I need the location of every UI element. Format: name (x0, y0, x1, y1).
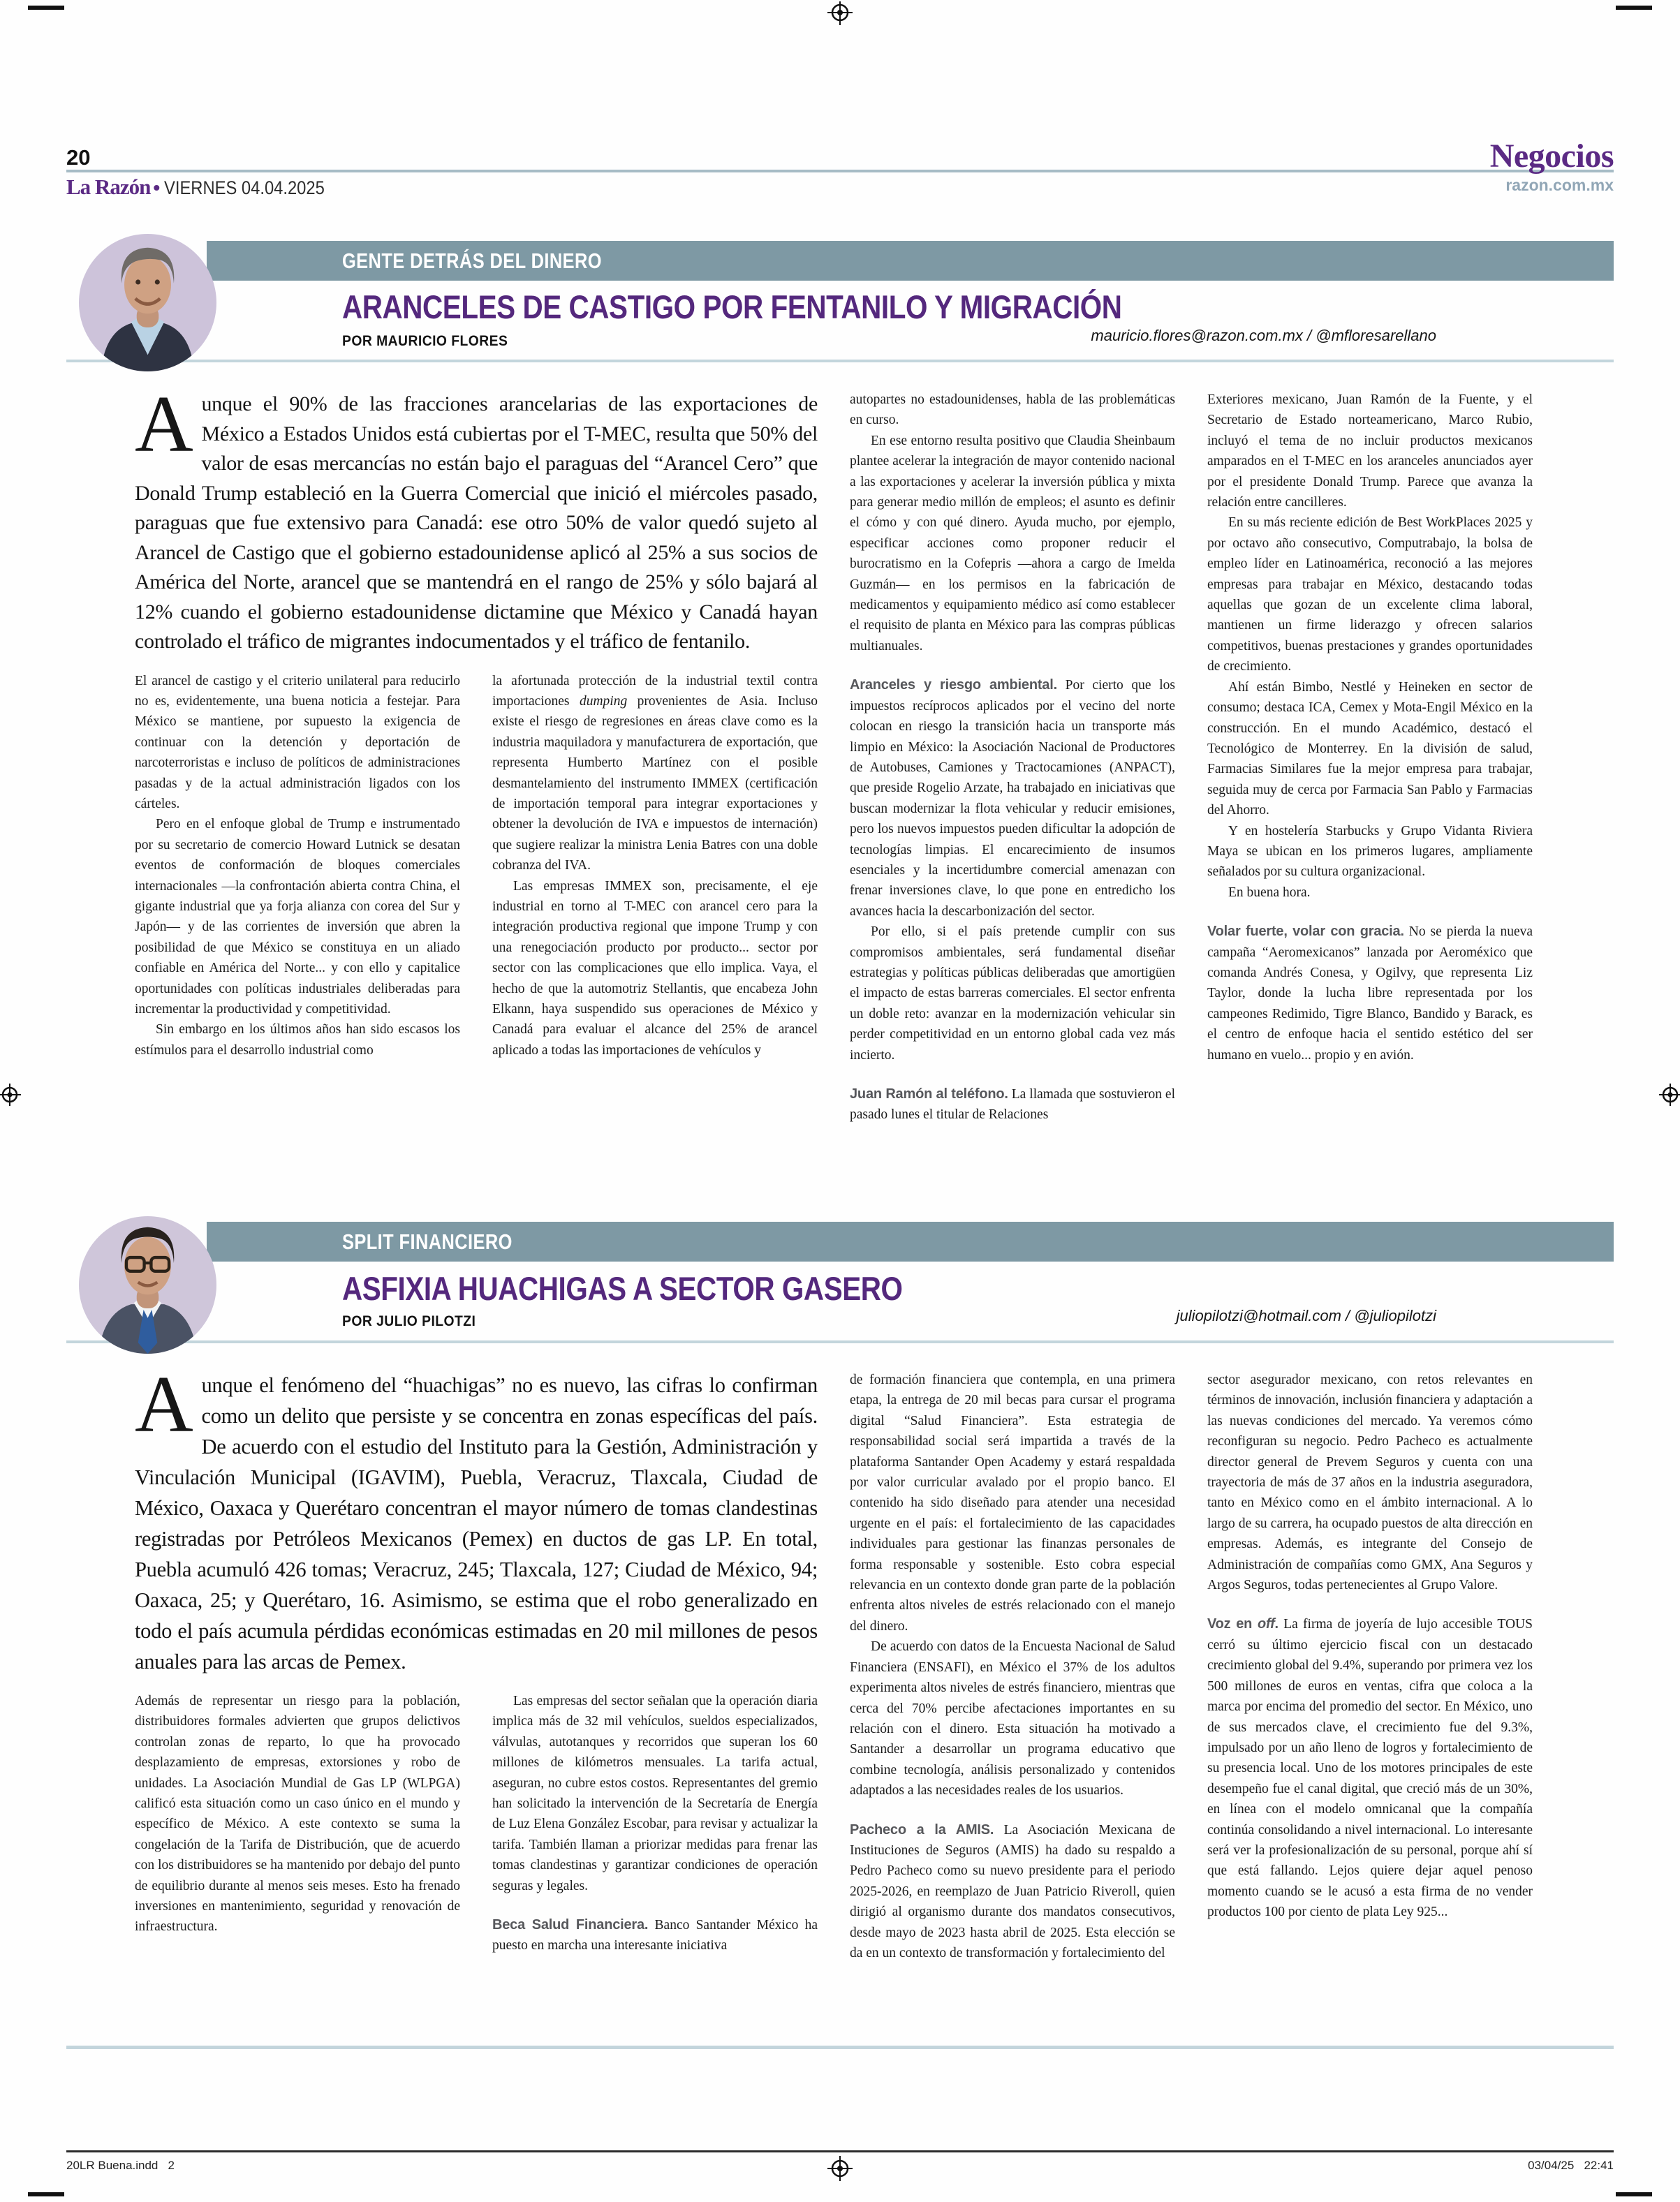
article1-dropcap: A (135, 390, 193, 469)
article1-header-rule (66, 360, 1614, 362)
paragraph: la afortunada protección de la industrial textil contra importaciones dumping provenientes de Asia. Incluso existe el riesgo de regresiones en áreas clave como es la industria maquiladora y manufacturera de exportación, que representa Humberto Martínez con el posible desmantelamiento del instrumento IMMEX (certificación de importación temporal para integrar exportaciones y obtener la devolución de IVA e impuestos de internación) que sugiere realizar la ministra Lenia Batres con una doble cobranza del IVA. (492, 673, 818, 873)
subhead-label: Volar fuerte, volar con gracia. (1207, 924, 1404, 940)
section-title: Negocios (1489, 138, 1614, 175)
footer-rule (66, 2150, 1614, 2152)
article2-dropcap: A (135, 1370, 193, 1449)
article2-lede-text: unque el fenómeno del “huachigas” no es nuevo, las cifras lo confirman como un delito que persiste y se concentra en zonas específicas del país. De acuerdo con el estudio del Instituto para la Gestión, Administración y Vinculación Municipal (IGAVIM), Puebla, Veracruz, Tlaxcala, Ciudad de México, Oaxaca y Querétaro concentran el mayor número de tomas clandestinas registradas por Petróleos Mexicanos (Pemex) en ductos de gas LP. En total, Puebla acumuló 426 tomas; Veracruz, 245; Tlaxcala, 127; Ciudad de México, 94; Oaxaca, 25; y Querétaro, 16. Asimismo, se estima que el robo generalizado en todo el país acumula pérdidas económicas estimadas en 20 mil millones de pesos anuales para las arcas de Pemex. (135, 1373, 818, 1673)
paragraph: Las empresas del sector señalan que la operación diaria implica más de 32 mil vehículos, sueldos especializados, válvulas, autotanques y recorridos que superan los 60 millones de kilómetros mensuales. La tarifa actual, aseguran, no cubre estos costos. Representantes del gremio han solicitado la intervención de la Secretaría de Energía de Luz Elena González Escobar, para revisar y actualizar la tarifa. También llaman a priorizar medidas para frenar las tomas clandestinas y garantizar condiciones de operación seguras y legales. (492, 1694, 818, 1893)
paragraph: Por ello, si el país pretende cumplir con sus compromisos ambientales, será fundamental diseñar estrategias y políticas públicas deliberadas que amortigüen el impacto de estas barreras comerciales. El sector enfrenta un doble reto: avanzar en la modernización vehicular sin perder competitividad en un entorno global cada vez más incierto. (850, 924, 1175, 1063)
paragraph: En buena hora. (1228, 885, 1311, 900)
crop-mark-bottom-right (1616, 2192, 1652, 2196)
registration-mark-right (1656, 1081, 1680, 1109)
crop-mark-top-left (28, 6, 64, 10)
article1-column-1 (135, 671, 460, 1147)
site-url: razon.com.mx (1505, 176, 1614, 194)
footer-timestamp: 03/04/25 22:41 (1528, 2159, 1614, 2172)
article2-kicker-banner (207, 1222, 1614, 1262)
article2-header-rule (66, 1340, 1614, 1343)
article1-body (135, 390, 1533, 1146)
paragraph: De acuerdo con datos de la Encuesta Nacional de Salud Financiera (ENSAFI), en México el 37% de los adultos experimenta altos niveles de estrés financiero, mientras que cerca del 70% percibe afectaciones importantes en su relación con el dinero. Esta situación ha motivado a Santander a desarrollar un programa educativo que combine tecnología, análisis personalizado y contenidos adaptados a las necesidades reales de los usuarios. (850, 1639, 1175, 1798)
crop-mark-top-right (1616, 6, 1652, 10)
paragraph: Sin embargo en los últimos años han sido escasos los estímulos para el desarrollo industrial como (135, 1022, 460, 1058)
paragraph: autopartes no estadounidenses, habla de las problemáticas en curso. (850, 392, 1175, 428)
article2-byline: POR JULIO PILOTZI (342, 1313, 476, 1329)
article1-column-3 (850, 390, 1175, 1146)
article2-lede (135, 1370, 818, 1677)
paragraph: Y en hostelería Starbucks y Grupo Vidanta Riviera Maya se ubican en los primeros lugares, ampliamente señalados por su cultura organizacional. (1207, 823, 1533, 880)
brand-bullet: • (153, 177, 161, 198)
paragraph: En ese entorno resulta positivo que Claudia Sheinbaum plantee acelerar la integración de mayor contenido nacional a las exportaciones y acelerar la inversión pública y mixta para generar medio millón de empleos; el asunto es definir el cómo y con qué dinero. Ayuda mucho, por ejemplo, especificar acciones como proponer reducir el burocratismo en la Cofepris —ahora a cargo de Imelda Guzmán— en los permisos en la fabricación de medicamentos y equipamiento médico así como establecer el requisito de planta en México para las compras públicas multianuales. (850, 433, 1175, 653)
article2-column-1 (135, 1691, 460, 2049)
subhead-label: Juan Ramón al teléfono. (850, 1086, 1008, 1102)
article2-author-photo (79, 1216, 216, 1354)
article1-column-2 (492, 671, 818, 1147)
page-bottom-rule (66, 2046, 1614, 2049)
brand-logo: La Razón (66, 175, 151, 199)
paragraph: Ahí están Bimbo, Nestlé y Heineken en sector de consumo; destaca ICA, Cemex y Mota-Engil México en la construcción. En el mundo Académico, destacó el Tecnológico de Monterrey. En la división de salud, Farmacias Similares fue la mejor empresa para trabajar, seguida muy de cerca por Farmacia San Pablo y Farmacias del Ahorro. (1207, 679, 1533, 818)
article1-contact: mauricio.flores@razon.com.mx / @mfloresarellano (1091, 327, 1436, 344)
article1-author-photo (79, 234, 216, 371)
subhead-label: Voz en off. (1207, 1616, 1279, 1632)
registration-mark-bottom (825, 2155, 855, 2185)
paragraph: Juan Ramón al teléfono. La llamada que sostuvieron el pasado lunes el titular de Relaciones (850, 1086, 1175, 1123)
paragraph: sector asegurador mexicano, con retos relevantes en términos de innovación, inclusión financiera y adaptación a las nuevas condiciones del mercado. Ya veremos cómo reconfiguran su negocio. Pedro Pacheco es actualmente director general de Prevem Seguros y cuenta con una trayectoria de más de 37 años en la industria aseguradora, tanto en México como en el ámbito internacional. A lo largo de su carrera, ha ocupado puestos de alta dirección en empresas. Además, es integrante del Consejo de Administración de compañías como GMX, Ana Seguros y Argos Seguros, todas pertenecientes al Grupo Valore. (1207, 1373, 1533, 1593)
article1-kicker-banner (207, 241, 1614, 281)
article2-title: ASFIXIA HUACHIGAS A SECTOR GASERO (342, 1270, 903, 1307)
paragraph: Exteriores mexicano, Juan Ramón de la Fuente, y el Secretario de Estado norteamericano, Marco Rubio, incluyó el tema de no incluir productos mexicanos amparados en el T-MEC en los aranceles anunciados ayer por el presidente Donald Trump. Parece que avanza la relación entre cancilleres. (1207, 392, 1533, 510)
edition-date: VIERNES 04.04.2025 (164, 177, 325, 198)
italic-term: dumping (579, 693, 628, 709)
article1-column-4 (1207, 390, 1533, 1146)
subhead-label: Pacheco a la AMIS. (850, 1822, 994, 1838)
article2-kicker: SPLIT FINANCIERO (342, 1229, 513, 1254)
subhead-label: Beca Salud Financiera. (492, 1917, 649, 1933)
article1-lede-text: unque el 90% de las fracciones arancelarias de las exportaciones de México a Estados Unidos está cubiertas por el T-MEC, resulta que 50% del valor de esas mercancías no están bajo el paraguas del “Arancel Cero” que Donald Trump estableció en la Guerra Comercial que inició el miércoles pasado, paraguas que fue extensivo para Canadá: ese otro 50% de valor quedó sujeto al Arancel de Castigo que el gobierno estadounidense aplicó al 25% a sus socios de América del Norte, arancel que se mantendrá en el rango de 25% y sólo bajará al 12% cuando el gobierno estadounidense dictamine que México y Canadá hayan controlado el tráfico de migrantes indocumentados y el tráfico de fentanilo. (135, 392, 818, 653)
article2-contact: juliopilotzi@hotmail.com / @juliopilotzi (1176, 1307, 1436, 1324)
registration-mark-top (825, 1, 855, 32)
page-number: 20 (66, 145, 91, 170)
article2-body (135, 1370, 1533, 2049)
article1-byline: POR MAURICIO FLORES (342, 333, 508, 349)
paragraph: de formación financiera que contempla, en una primera etapa, la entrega de 20 mil becas para cursar el programa digital “Salud Financiera”. Esta estrategia de responsabilidad social será impartida a través de la plataforma Santander Open Academy y estará respaldada por valor curricular avalado por el propio banco. El contenido ha sido diseñado para atender una necesidad urgente en el país: el fortalecimiento de las capacidades individuales para gestionar las finanzas personales de forma responsable y sostenible. Esto cobra especial relevancia en un contexto donde gran parte de la población enfrenta altos niveles de estrés relacionado con el manejo del dinero. (850, 1373, 1175, 1634)
article1-title: ARANCELES DE CASTIGO POR FENTANILO Y MIGRACIÓN (342, 288, 1122, 325)
paragraph: Las empresas IMMEX son, precisamente, el eje industrial en torno al T-MEC con arancel cero para la integración productiva regional que impone Trump y con una renegociación producto por producto... sector por sector con las complicaciones que ello implica. Vaya, el hecho de que la automotriz Stellantis, que encabeza John Elkann, haya suspendido sus operaciones de México y Canadá para evaluar el alcance del 25% de arancel aplicado a todas las importaciones de vehículos y (492, 878, 818, 1058)
paragraph: Pero en el enfoque global de Trump e instrumentado por su secretario de comercio Howard Lutnick se desatan eventos de conformación de bloques comerciales internacionales —la confrontación abierta contra China, el gigante industrial que ya forja alianza con corea del Sur y Japón— y de las corrientes de inversión que abren la posibilidad de que México se constituya en un aliado confiable en América del Norte... y con ello y capitalice oportunidades con políticas industriales deliberadas para incrementar la productividad y competitividad. (135, 817, 460, 1017)
crop-mark-bottom-left (28, 2192, 64, 2196)
subhead-label: Aranceles y riesgo ambiental. (850, 677, 1057, 693)
header-rule (66, 170, 1614, 172)
paragraph: Volar fuerte, volar con gracia. No se pierda la nueva campaña “Aeromexicanos” lanzada por Aeroméxico que comanda Andrés Conesa, y Ogilvy, que representa Liz Taylor, donde la lucha libre representada por los campeones Redimido, Tigre Blanco, Bandido y Barack, es el centro de enfoque hacia el sentido estético del ser humano en vuelo... propio y en avión. (1207, 924, 1533, 1063)
paragraph: El arancel de castigo y el criterio unilateral para reducirlo no es, evidentemente, una buena noticia a festejar. Para México se mantiene, por supuesto la exigencia de continuar con la detención y deportación de narcoterroristas e incluso de políticos de administraciones pasadas y de la actual administración ligados con los cárteles. (135, 673, 460, 811)
paragraph: En su más reciente edición de Best WorkPlaces 2025 y por octavo año consecutivo, Computrabajo, la bolsa de empleo líder en Latinoamérica, reconoció a las mejores empresas para trabajar en México, destacando todas aquellas que gozan de un excelente clima laboral, mantienen un firme liderazgo y ofrecen salarios competitivos, buenas prestaciones y grandes oportunidades de crecimiento. (1207, 515, 1533, 674)
paragraph: Pacheco a la AMIS. La Asociación Mexicana de Instituciones de Seguros (AMIS) ha dado su respaldo a Pedro Pacheco como su nuevo presidente para el periodo 2025-2026, en reemplazo de Juan Patricio Riveroll, quien dirigió al organismo durante dos mandatos consecutivos, desde mayo de 2023 hasta abril de 2025. Esta elección se da en un contexto de transformación y fortalecimiento del (850, 1822, 1175, 1960)
paragraph: Aranceles y riesgo ambiental. Por cierto que los impuestos recíprocos aplicados por el vecino del norte colocan en riesgo la transición hacia un transporte más limpio en México: la Asociación Nacional de Productores de Autobuses, Camiones y Tractocamiones (ANPACT), que preside Rogelio Arzate, ha trabajado en iniciativas que buscan modernizar la flota vehicular y reducir emisiones, pero los nuevos impuestos pueden dificultar la adopción de tecnologías limpias. El encarecimiento de insumos esenciales y la incertidumbre comercial amenazan con frenar inversiones clave, lo que pone en entredicho los avances hacia la descarbonización del sector. (850, 677, 1175, 919)
article2-column-2 (492, 1691, 818, 2049)
article1-lede (135, 390, 818, 657)
masthead (66, 175, 346, 200)
paragraph: Voz en off. La firma de joyería de lujo accesible TOUS cerró su último ejercicio fiscal con un destacado crecimiento global del 9.4%, superando por primera vez los 500 millones de euros en ventas, cifra que coloca a la marca por encima del promedio del sector. En México, uno de sus mercados clave, el crecimiento fue del 9.3%, impulsado por un año lleno de logros y fortalecimiento de su presencia local. Uno de los motores principales de este desempeño fue el canal digital, que creció más de un 30%, en línea con el modelo omnicanal que la compañía continúa consolidando a nivel internacional. Lo interesante será ver la profesionalización de su personal, porque ahí sí que está fallando. Lejos quiere dejar aquel penoso momento cuando se le acusó a esta firma de no vender productos 100 por ciento de plata Ley 925... (1207, 1616, 1533, 1920)
article1-kicker: GENTE DETRÁS DEL DINERO (342, 249, 602, 273)
article2-column-4 (1207, 1370, 1533, 2049)
paragraph: Además de representar un riesgo para la población, distribuidores formales advierten que grupos delictivos controlan zonas de reparto, lo que ha provocado desplazamiento de empresas, extorsiones y robo de unidades. La Asociación Mundial de Gas LP (WLPGA) calificó esta situación como un caso único en el mundo y específico de México. A este contexto se suma la congelación de la Tarifa de Distribución, que de acuerdo con los distribuidores se ha mantenido por debajo del punto de equilibrio durante al menos seis meses. Esto ha frenado inversiones en mantenimiento, seguridad y renovación de infraestructura. (135, 1694, 460, 1935)
footer-slug: 20LR Buena.indd 2 (66, 2159, 175, 2172)
article2-column-3 (850, 1370, 1175, 2049)
registration-mark-left (0, 1081, 24, 1109)
paragraph: Beca Salud Financiera. Banco Santander México ha puesto en marcha una interesante iniciativa (492, 1917, 818, 1953)
